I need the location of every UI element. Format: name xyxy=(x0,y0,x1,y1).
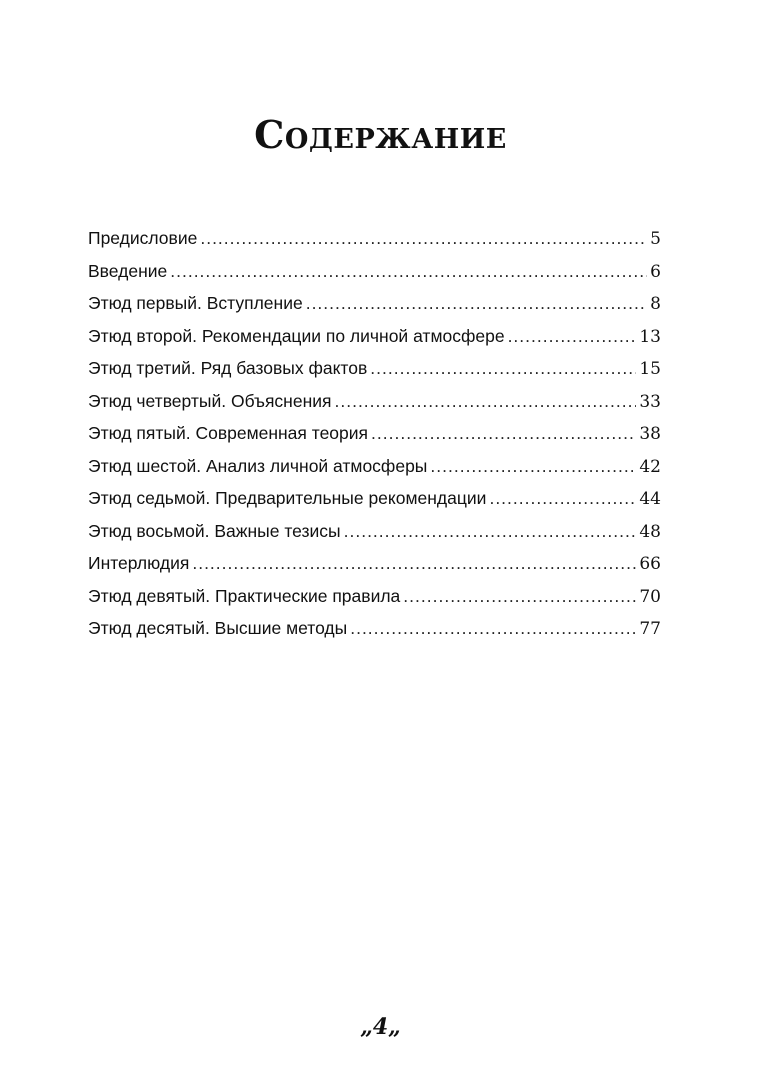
toc-entry-page: 48 xyxy=(639,521,661,542)
toc-entry xyxy=(88,228,661,261)
toc-leader-dots xyxy=(192,553,636,574)
toc-leader-dots xyxy=(371,423,636,444)
toc-leader-dots xyxy=(430,456,636,477)
toc-entry xyxy=(88,423,661,456)
toc-leader-dots xyxy=(335,391,637,412)
toc-entry-title: Этюд седьмой. Предварительные рекомендации xyxy=(88,488,487,508)
toc-leader-dots xyxy=(200,228,647,249)
toc-entry-page: 6 xyxy=(650,261,661,282)
toc-entry-title: Этюд первый. Вступление xyxy=(88,293,303,313)
toc-leader-dots xyxy=(350,618,636,639)
toc-entry-page: 13 xyxy=(639,326,661,347)
toc-entry xyxy=(88,553,661,586)
toc-entry xyxy=(88,261,661,294)
toc-entry-page: 77 xyxy=(639,619,661,639)
toc-entry-page: 15 xyxy=(639,359,661,379)
toc-entry-page: 33 xyxy=(639,391,661,412)
toc-entry-title: Этюд десятый. Высшие методы xyxy=(88,618,348,638)
toc-entry-title: Этюд четвертый. Объяснения xyxy=(88,390,332,411)
page-number: „4„ xyxy=(360,1014,401,1040)
toc-entry-title: Этюд девятый. Практические правила xyxy=(88,585,401,606)
toc-entry-page: 8 xyxy=(650,294,661,314)
toc-entry-page: 44 xyxy=(639,489,661,509)
table-of-contents xyxy=(88,228,661,651)
toc-entry xyxy=(88,293,661,326)
toc-entry-page: 42 xyxy=(639,456,661,477)
toc-entry xyxy=(88,391,661,424)
toc-entry xyxy=(88,586,661,619)
toc-entry xyxy=(88,358,661,391)
toc-entry-title: Этюд третий. Ряд базовых фактов xyxy=(88,358,368,378)
toc-leader-dots xyxy=(508,326,637,347)
toc-entry-title: Этюд пятый. Современная теория xyxy=(88,423,369,443)
toc-entry xyxy=(88,521,661,554)
toc-entry-title: Интерлюдия xyxy=(88,553,190,573)
toc-leader-dots xyxy=(306,293,647,314)
toc-entry-page: 5 xyxy=(650,229,661,249)
toc-leader-dots xyxy=(170,261,647,282)
toc-entry-title: Этюд второй. Рекомендации по личной атмосфере xyxy=(88,325,505,346)
toc-entry-page: 70 xyxy=(639,586,661,607)
toc-entry-title: Этюд шестой. Анализ личной атмосферы xyxy=(88,455,428,476)
toc-leader-dots xyxy=(344,521,637,542)
page-title: Содержание xyxy=(254,112,507,157)
toc-entry xyxy=(88,456,661,489)
toc-entry xyxy=(88,488,661,521)
toc-leader-dots xyxy=(489,488,636,509)
toc-entry xyxy=(88,618,661,651)
toc-entry-title: Этюд восьмой. Важные тезисы xyxy=(88,520,341,541)
toc-entry-page: 38 xyxy=(639,424,661,444)
toc-entry-title: Предисловие xyxy=(88,228,198,248)
toc-leader-dots xyxy=(370,358,636,379)
toc-entry-title: Введение xyxy=(88,260,168,281)
toc-entry xyxy=(88,326,661,359)
toc-leader-dots xyxy=(403,586,636,607)
toc-entry-page: 66 xyxy=(639,554,661,574)
